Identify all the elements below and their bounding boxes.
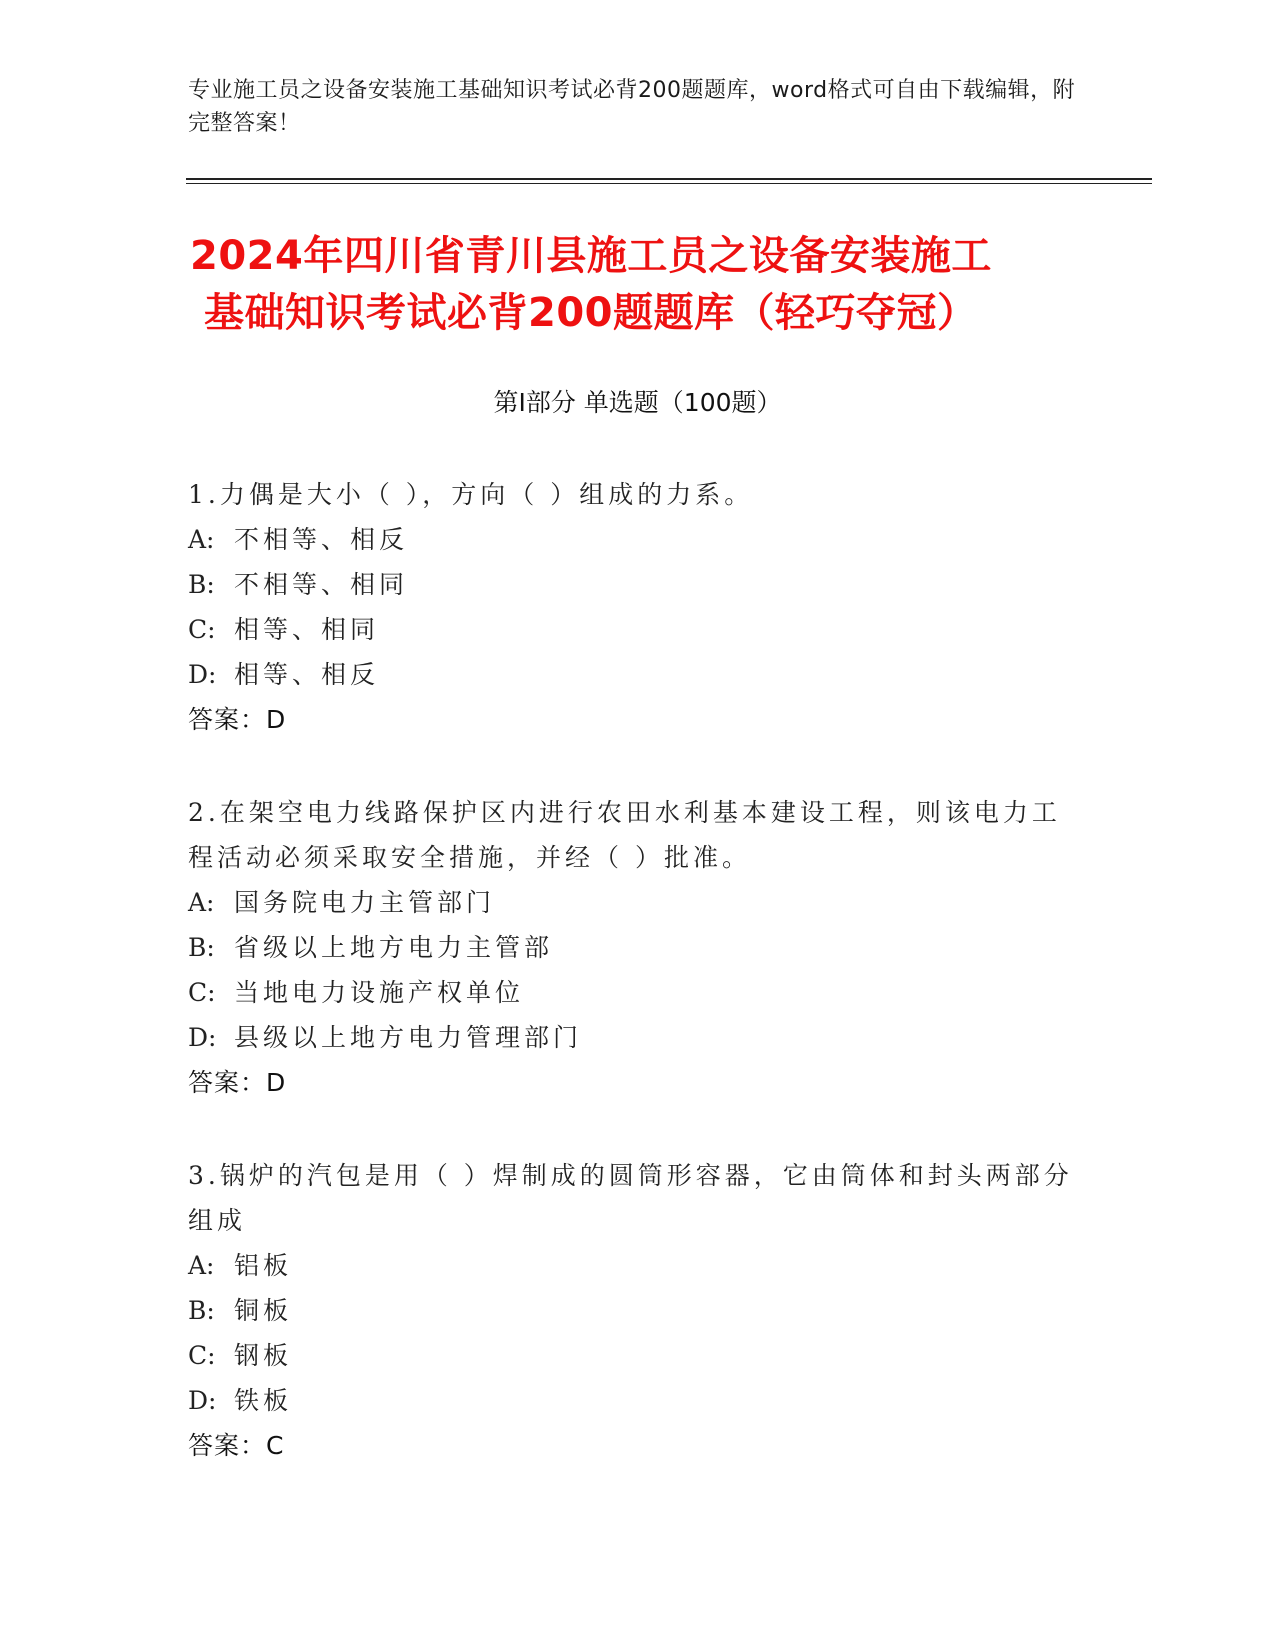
question-stem: 2.在架空电力线路保护区内进行农田水利基本建设工程，则该电力工程活动必须采取安全措施，并经（ ）批准。 [188,798,1061,872]
option-label: A: [188,525,215,554]
title-line-1: 2024年四川省青川县施工员之设备安装施工 [190,233,992,279]
option-text: 铁板 [234,1386,293,1415]
option-b [188,925,1088,970]
question-2 [188,790,1088,1105]
question-3 [188,1153,1088,1468]
option-label: B: [188,1296,215,1325]
option-d [188,1378,1088,1423]
option-b [188,1288,1088,1333]
answer: 答案：D [188,705,287,734]
question-stem: 1.力偶是大小（ ），方向（ ）组成的力系。 [188,480,754,509]
option-a [188,880,1088,925]
option-text: 铝板 [234,1251,293,1280]
option-c [188,1333,1088,1378]
option-d [188,652,1088,697]
option-text: 钢板 [234,1341,293,1370]
option-text: 省级以上地方电力主管部 [234,933,554,962]
option-label: C: [188,615,216,644]
option-label: B: [188,570,215,599]
option-d [188,1015,1088,1060]
option-label: D: [188,660,217,689]
option-label: D: [188,1386,217,1415]
option-label: C: [188,1341,216,1370]
option-label: A: [188,1251,215,1280]
option-c [188,970,1088,1015]
option-label: B: [188,933,215,962]
option-label: A: [188,888,215,917]
option-b [188,562,1088,607]
header-divider-thick [186,178,1152,180]
document-title [190,228,1090,342]
option-text: 国务院电力主管部门 [234,888,496,917]
header-note: 专业施工员之设备安装施工基础知识考试必背200题题库，word格式可自由下载编辑，附完整答案！ [188,78,1076,136]
option-label: D: [188,1023,217,1052]
option-text: 相等、相同 [234,615,380,644]
option-text: 县级以上地方电力管理部门 [234,1023,583,1052]
title-line-2: 基础知识考试必背200题题库（轻巧夺冠） [204,290,978,336]
option-a [188,517,1088,562]
option-text: 不相等、相同 [234,570,409,599]
header-divider-thin [186,183,1152,184]
option-text: 不相等、相反 [234,525,409,554]
option-text: 当地电力设施产权单位 [234,978,525,1007]
question-stem: 3.锅炉的汽包是用（ ）焊制成的圆筒形容器，它由筒体和封头两部分组成 [188,1161,1073,1235]
option-text: 相等、相反 [234,660,380,689]
section-heading: 第I部分 单选题（100题） [493,388,782,417]
answer: 答案：D [188,1068,287,1097]
answer: 答案：C [188,1431,285,1460]
option-a [188,1243,1088,1288]
option-c [188,607,1088,652]
option-text: 铜板 [234,1296,293,1325]
option-label: C: [188,978,216,1007]
question-1 [188,472,1088,742]
